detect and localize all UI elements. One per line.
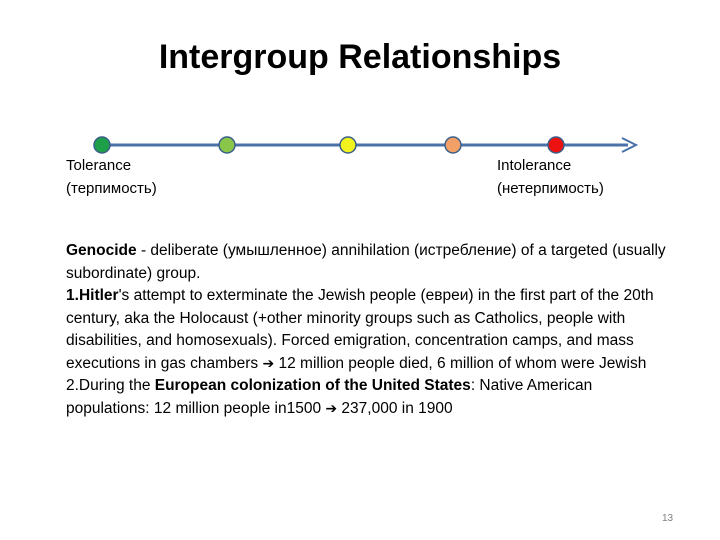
item1-number: 1. (66, 287, 79, 304)
genocide-definition (66, 240, 666, 285)
item-colonization (66, 375, 666, 420)
body-text (66, 240, 666, 420)
intolerance-label-ru: (нетерпимость) (497, 180, 604, 197)
page-number: 13 (662, 513, 674, 524)
scale-dot-5 (548, 137, 564, 153)
intolerance-label-en: Intolerance (497, 157, 572, 174)
item1-bold: Hitler (78, 287, 119, 304)
scale-dot-3 (340, 137, 356, 153)
item-hitler (66, 285, 666, 375)
tolerance-label-ru: (терпимость) (66, 180, 157, 197)
genocide-term: Genocide (66, 242, 137, 259)
item2-text: : Native American populations: 12 million people in1500 (66, 377, 593, 417)
item1-tail: 12 million people died, 6 million of whom were Jewish (274, 354, 647, 372)
slide-title: Intergroup Relationships (158, 38, 562, 76)
tolerance-label (66, 154, 157, 200)
scale-dot-2 (219, 137, 235, 153)
tolerance-label-en: Tolerance (66, 157, 132, 174)
item2-prefix: 2.During the (66, 377, 155, 394)
scale-dot-4 (445, 137, 461, 153)
item1-text: 's attempt to exterminate the Jewish people (евреи) in the first part of the 20th century, aka the Holocaust (+other minority groups such as Catholics, people with disabilities, and homosexuals). Forced emigration, concentration camps, and mass executions in gas chambers (66, 287, 654, 372)
arrow-icon: ➔ (262, 355, 275, 372)
arrow-icon: ➔ (325, 400, 338, 417)
item2-tail: 237,000 in 1900 (337, 399, 453, 417)
scale-dot-1 (94, 137, 110, 153)
item2-bold: European colonization of the United States (154, 377, 471, 394)
intolerance-label (497, 154, 604, 200)
genocide-def-text: - deliberate (умышленное) annihilation (истребление) of a targeted (usually subordinate) group. (66, 242, 666, 282)
